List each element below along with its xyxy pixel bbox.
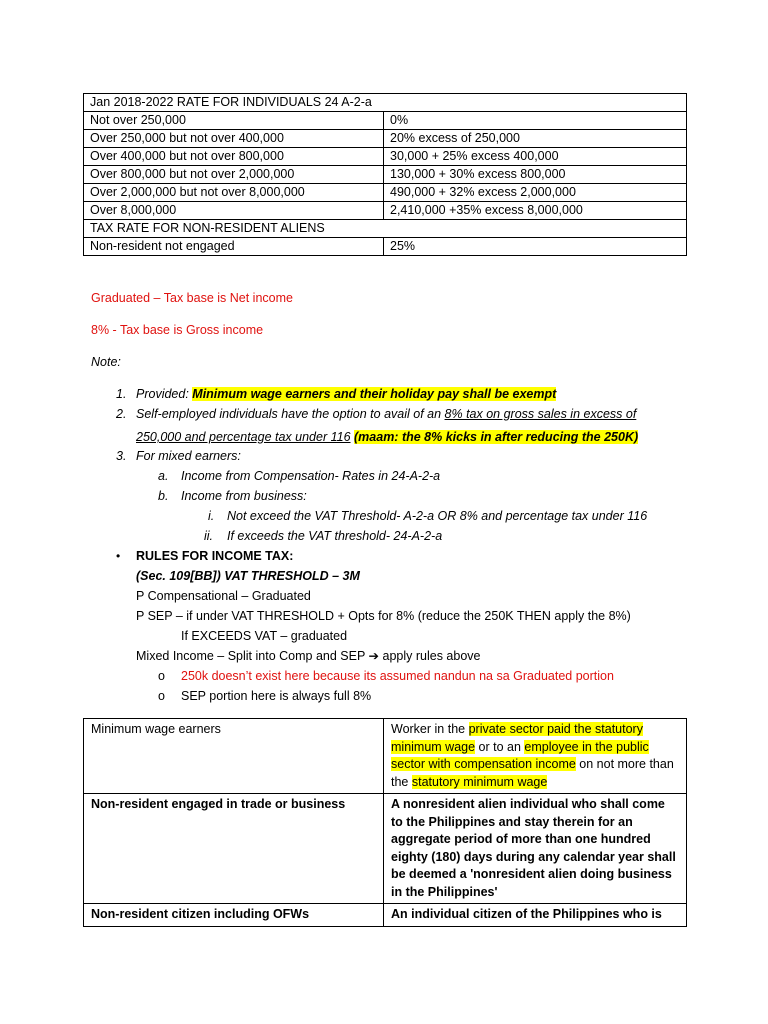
definition-cell: A nonresident alien individual who shall come to the Philippines and stay therein for an aggregate period of more than one hundred eighty (180) days during any calendar year shall be deemed a 'nonresident alien doing business in the Philippines' (384, 794, 687, 904)
rate-table (83, 93, 687, 256)
definition-cell: Worker in the private sector paid the statutory minimum wage or to an employee in the public sector with compensation income on not more than the statutory minimum wage (384, 719, 687, 794)
table-row (84, 220, 687, 238)
table-row (84, 130, 687, 148)
rate-table-title: Jan 2018-2022 RATE FOR INDIVIDUALS 24 A-2-a (84, 94, 687, 112)
bracket-cell: Non-resident not engaged (84, 238, 384, 256)
list-item-continued: 250,000 and percentage tax under 116 (maam: the 8% kicks in after reducing the 250K) (136, 430, 639, 444)
rate-cell: 20% excess of 250,000 (384, 130, 687, 148)
vat-threshold: (Sec. 109[BB]) VAT THRESHOLD – 3M (136, 569, 360, 583)
table-row (84, 719, 687, 794)
table-row (84, 94, 687, 112)
list-number: 1. (116, 387, 127, 401)
table-row (84, 238, 687, 256)
table-row (84, 904, 687, 927)
rule-exceeds-vat: If EXCEEDS VAT – graduated (181, 629, 348, 643)
list-item: If exceeds the VAT threshold- 24-A-2-a (227, 529, 443, 543)
table-row (84, 184, 687, 202)
bracket-cell: Over 800,000 but not over 2,000,000 (84, 166, 384, 184)
term-cell: Non-resident engaged in trade or business (84, 794, 384, 904)
list-item: For mixed earners: (136, 449, 241, 463)
bracket-cell: Not over 250,000 (84, 112, 384, 130)
rule-sub-250k: 250k doesn’t exist here because its assumed nandun na sa Graduated portion (181, 669, 614, 683)
table-row (84, 148, 687, 166)
rate-cell: 30,000 + 25% excess 400,000 (384, 148, 687, 166)
nra-subtitle: TAX RATE FOR NON-RESIDENT ALIENS (84, 220, 687, 238)
bracket-cell: Over 2,000,000 but not over 8,000,000 (84, 184, 384, 202)
rule-mixed-income: Mixed Income – Split into Comp and SEP ➔ apply rules above (136, 649, 481, 663)
table-row (84, 112, 687, 130)
term-cell: Minimum wage earners (84, 719, 384, 794)
arrow-right-icon: ➔ (368, 649, 380, 663)
list-item: Not exceed the VAT Threshold- A-2-a OR 8% and percentage tax under 116 (227, 509, 648, 523)
rule-compensational: P Compensational – Graduated (136, 589, 311, 603)
table-row (84, 166, 687, 184)
eight-percent-note: 8% - Tax base is Gross income (91, 323, 264, 337)
table-row (84, 202, 687, 220)
list-item: Provided: Minimum wage earners and their holiday pay shall be exempt (136, 387, 557, 401)
rate-cell: 2,410,000 +35% excess 8,000,000 (384, 202, 687, 220)
table-row (84, 794, 687, 904)
bracket-cell: Over 8,000,000 (84, 202, 384, 220)
list-letter: b. (158, 489, 169, 503)
graduated-note: Graduated – Tax base is Net income (91, 291, 293, 305)
list-letter: a. (158, 469, 169, 483)
term-cell: Non-resident citizen including OFWs (84, 904, 384, 927)
rate-cell: 130,000 + 30% excess 800,000 (384, 166, 687, 184)
definition-cell: An individual citizen of the Philippines who is (384, 904, 687, 927)
rate-cell: 25% (384, 238, 687, 256)
list-item: Income from business: (181, 489, 307, 503)
rule-sub-sep: SEP portion here is always full 8% (181, 689, 372, 703)
rate-cell: 490,000 + 32% excess 2,000,000 (384, 184, 687, 202)
definitions-table (83, 718, 687, 927)
list-roman: i. (208, 509, 215, 523)
list-item: Income from Compensation- Rates in 24-A-2-a (181, 469, 441, 483)
bullet-icon: • (116, 549, 121, 563)
rate-cell: 0% (384, 112, 687, 130)
list-number: 3. (116, 449, 127, 463)
list-roman: ii. (204, 529, 214, 543)
rule-sep: P SEP – if under VAT THRESHOLD + Opts for 8% (reduce the 250K THEN apply the 8%) (136, 609, 631, 623)
list-number: 2. (116, 407, 127, 421)
note-label: Note: (91, 355, 121, 369)
list-item: Self-employed individuals have the option to avail of an 8% tax on gross sales in excess of (136, 407, 637, 421)
sub-bullet-icon: o (158, 669, 165, 683)
rules-heading: RULES FOR INCOME TAX: (136, 549, 294, 563)
bracket-cell: Over 250,000 but not over 400,000 (84, 130, 384, 148)
sub-bullet-icon: o (158, 689, 165, 703)
bracket-cell: Over 400,000 but not over 800,000 (84, 148, 384, 166)
